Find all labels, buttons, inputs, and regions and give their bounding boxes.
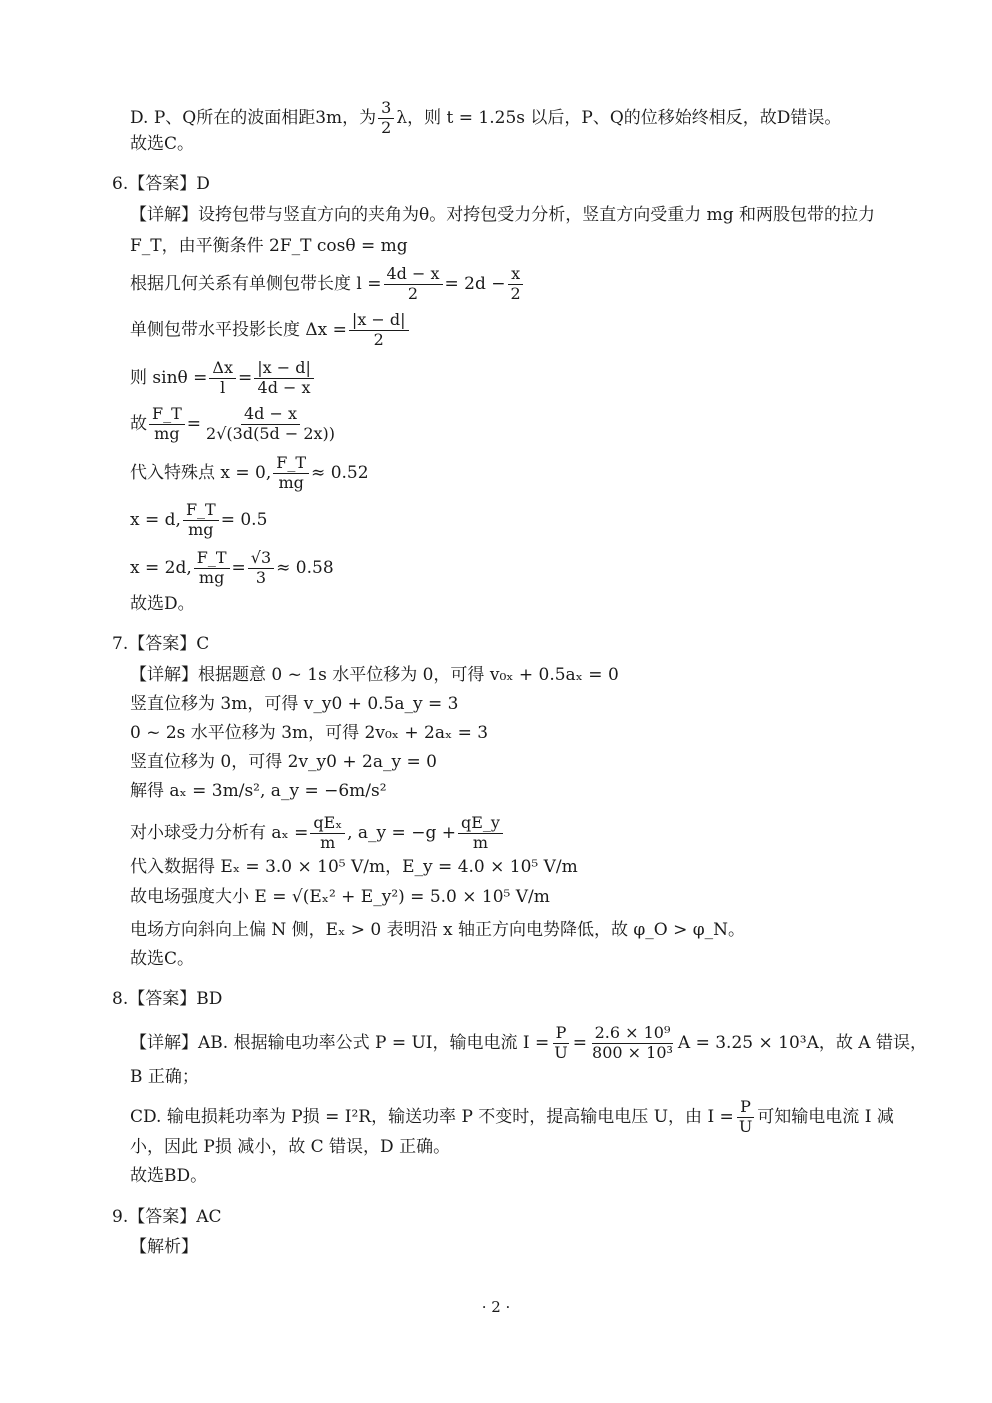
formula-line [130, 312, 411, 349]
formula-line [130, 1099, 894, 1136]
denominator: mg [198, 567, 225, 587]
numerator: F_T [149, 406, 185, 425]
explanation-line: 故电场强度大小 E = √(Eₓ² + E_y²) = 5.0 × 10⁵ V/m [130, 887, 550, 907]
option-d-line [130, 100, 841, 137]
formula-line [130, 455, 369, 492]
denominator: 3 [255, 567, 267, 587]
numerator: P [737, 1099, 754, 1118]
conclusion-line: 故选D。 [130, 594, 195, 614]
text: , a_y = −g + [347, 822, 456, 843]
denominator: 2√(3d(5d − 2x)) [206, 423, 335, 443]
text: = 0.5 [220, 509, 268, 530]
denominator: 2 [510, 283, 521, 303]
denominator: m [472, 832, 489, 852]
denominator: 4d − x [257, 377, 311, 397]
answer-7-heading: 7.【答案】C [112, 634, 210, 654]
numerator: 4d − x [384, 266, 443, 285]
numerator: qEₓ [310, 815, 345, 834]
fraction [149, 406, 185, 443]
fraction [209, 360, 236, 397]
numerator: Δx [209, 360, 236, 379]
text: 代入特殊点 x = 0, [130, 462, 272, 483]
numerator: 4d − x [241, 406, 300, 425]
text: 根据几何关系有单侧包带长度 l = [130, 273, 382, 294]
text: = [186, 413, 202, 434]
denominator: 2 [407, 283, 419, 303]
fraction [458, 815, 503, 852]
text: 单侧包带水平投影长度 Δx = [130, 319, 347, 340]
fraction [551, 1025, 570, 1062]
numerator: 2.6 × 10⁹ [592, 1025, 674, 1044]
explanation-line: 【详解】设挎包带与竖直方向的夹角为θ。对挎包受力分析，竖直方向受重力 mg 和两股包带的拉力 [130, 205, 876, 225]
text: CD. 输电损耗功率为 P损 = I²R，输送功率 P 不变时，提高输电电压 U，由 I = [130, 1106, 734, 1127]
explanation-line: 代入数据得 Eₓ = 3.0 × 10⁵ V/m，E_y = 4.0 × 10⁵ V/m [130, 857, 578, 877]
denominator: U [738, 1116, 753, 1136]
answer-8-heading: 8.【答案】BD [112, 989, 223, 1009]
numerator: x [508, 266, 523, 285]
fraction [254, 360, 314, 397]
fraction [384, 266, 443, 303]
formula-line [130, 406, 340, 443]
denominator: 2 [381, 117, 392, 137]
text: 【详解】AB. 根据输电功率公式 P = UI，输电电流 I = [130, 1032, 550, 1053]
denominator: l [220, 377, 226, 397]
explanation-line: 竖直位移为 3m，可得 v_y0 + 0.5a_y = 3 [130, 694, 459, 714]
explanation-line: 小，因此 P损 减小，故 C 错误，D 正确。 [130, 1137, 451, 1157]
denominator: mg [154, 423, 180, 443]
numerator: |x − d| [254, 360, 314, 379]
text: = [237, 367, 253, 388]
text: 对小球受力分析有 aₓ = [130, 822, 309, 843]
numerator: |x − d| [349, 312, 409, 331]
fraction [194, 550, 230, 587]
conclusion-line: 故选C。 [130, 134, 195, 154]
fraction [736, 1099, 755, 1136]
denominator: mg [188, 519, 214, 539]
conclusion-line: 故选BD。 [130, 1166, 208, 1186]
text: ≈ 0.58 [276, 557, 334, 578]
formula-line [130, 815, 505, 852]
analysis-heading: 【解析】 [130, 1237, 198, 1257]
fraction [349, 312, 409, 349]
text: λ，则 t = 1.25s 以后，P、Q的位移始终相反，故D错误。 [396, 107, 842, 128]
denominator: 2 [373, 329, 384, 349]
numerator: √3 [248, 550, 274, 569]
numerator: F_T [273, 455, 309, 474]
denominator: mg [278, 472, 304, 492]
fraction [183, 502, 219, 539]
text: = 2d − [444, 273, 506, 294]
text: ≈ 0.52 [311, 462, 369, 483]
formula-line [130, 266, 526, 303]
explanation-line: F_T，由平衡条件 2F_T cosθ = mg [130, 236, 408, 256]
answer-9-heading: 9.【答案】AC [112, 1207, 222, 1227]
text: 可知输电电流 I 减 [757, 1106, 894, 1127]
page-number: · 2 · [481, 1298, 511, 1316]
fraction [203, 406, 338, 443]
formula-line [130, 550, 334, 587]
formula-line [130, 1025, 927, 1062]
text: = [231, 557, 246, 578]
formula-line [130, 502, 267, 539]
text: D. P、Q所在的波面相距3m，为 [130, 107, 377, 128]
text: = [572, 1032, 588, 1053]
explanation-line: 【详解】根据题意 0 ~ 1s 水平位移为 0，可得 v₀ₓ + 0.5aₓ = 0 [130, 665, 619, 685]
fraction [310, 815, 345, 852]
numerator: P [553, 1025, 570, 1044]
fraction [508, 266, 524, 303]
explanation-line: B 正确； [130, 1067, 199, 1087]
explanation-line: 竖直位移为 0，可得 2v_y0 + 2a_y = 0 [130, 752, 437, 772]
text: A = 3.25 × 10³A，故 A 错误， [677, 1032, 927, 1053]
denominator: m [320, 832, 336, 852]
explanation-line: 0 ~ 2s 水平位移为 3m，可得 2v₀ₓ + 2aₓ = 3 [130, 723, 489, 743]
numerator: F_T [194, 550, 230, 569]
fraction [273, 455, 309, 492]
numerator: 3 [378, 100, 394, 119]
conclusion-line: 故选C。 [130, 949, 195, 969]
numerator: qE_y [458, 815, 503, 834]
text: 则 sinθ = [130, 367, 208, 388]
denominator: 800 × 10³ [592, 1042, 673, 1062]
formula-line [130, 360, 316, 397]
explanation-line: 解得 aₓ = 3m/s², a_y = −6m/s² [130, 781, 387, 801]
text: x = d, [130, 509, 181, 530]
numerator: F_T [183, 502, 219, 521]
explanation-line: 电场方向斜向上偏 N 侧，Eₓ > 0 表明沿 x 轴正方向电势降低，故 φ_O > φ_N。 [130, 920, 746, 940]
answer-6-heading: 6.【答案】D [112, 174, 210, 194]
fraction [248, 550, 274, 587]
fraction [589, 1025, 676, 1062]
denominator: U [554, 1042, 568, 1062]
text: 故 [130, 413, 147, 434]
fraction [378, 100, 394, 137]
text: x = 2d, [130, 557, 192, 578]
